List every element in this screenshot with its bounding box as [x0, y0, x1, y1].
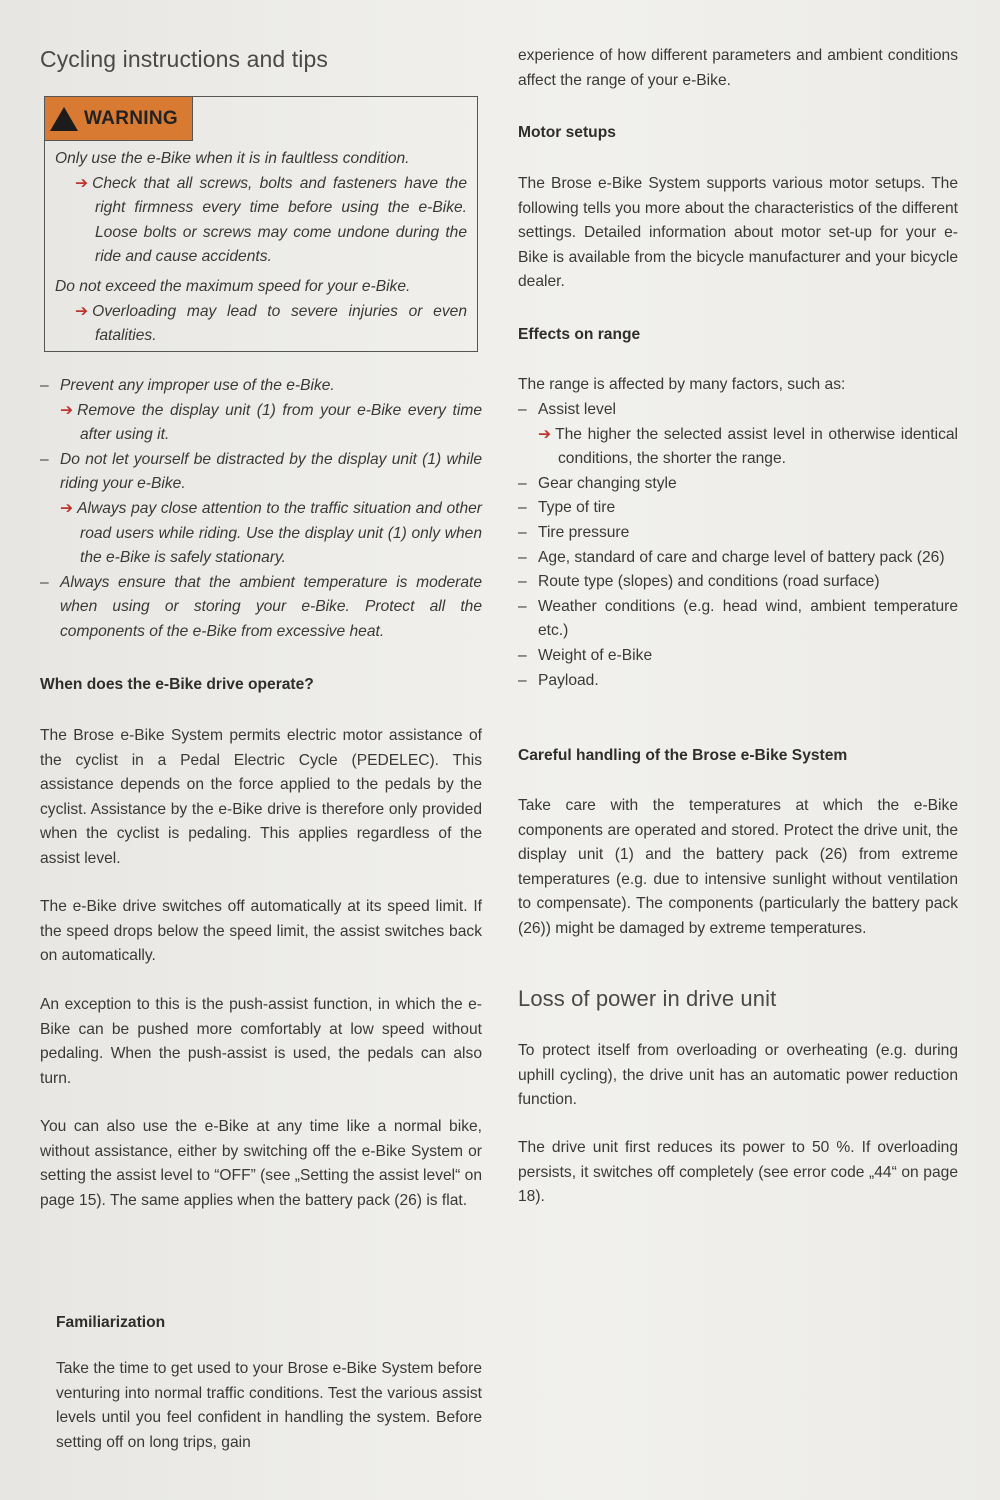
range-factor: – Weather conditions (e.g. head wind, ambient temperature etc.)	[518, 595, 958, 644]
warning-line-1: Only use the e-Bike when it is in faultless condition.	[55, 150, 410, 167]
range-factor: – Tire pressure	[518, 521, 958, 546]
range-factor: – Assist level ➔ The higher the selected assist level in otherwise identical conditions, the shorter the range.	[518, 398, 958, 472]
drive-paragraph-4: You can also use the e-Bike at any time like a normal bike, without assistance, either by switching off the e-Bike System or setting the assist level to “OFF” (see „Setting the assist level“ on page 15). The same applies when the battery pack (26) is flat.	[40, 1118, 483, 1209]
range-heading: Effects on range	[518, 326, 641, 343]
range-factor-detail: ➔ The higher the selected assist level in otherwise identical conditions, the shorter the range.	[538, 425, 958, 468]
tips-list	[40, 374, 482, 645]
tip-detail: ➔ Always pay close attention to the traffic situation and other road users while riding. Use the display unit (1) only when the e-Bike is safely stationary.	[60, 499, 482, 567]
range-factor: – Weight of e-Bike	[518, 644, 958, 669]
range-intro: The range is affected by many factors, such as:	[518, 376, 846, 393]
loss-paragraph-1: To protect itself from overloading or overheating (e.g. during uphill cycling), the drive unit has an automatic power reduction function.	[518, 1042, 958, 1109]
warning-box	[44, 96, 478, 352]
range-factor: – Age, standard of care and charge level of battery pack (26)	[518, 546, 958, 571]
familiarization-paragraph: Take the time to get used to your Brose e-Bike System before venturing into normal traffic conditions. Test the various assist levels until you feel confident in handling the system. Before setting off on long trips, gain	[56, 1360, 482, 1451]
warning-line-2: Do not exceed the maximum speed for your e-Bike.	[55, 277, 411, 295]
warning-tag-text: WARNING	[84, 107, 178, 129]
range-factor: – Route type (slopes) and conditions (road surface)	[518, 570, 958, 595]
drive-heading: When does the e-Bike drive operate?	[40, 676, 314, 693]
range-factors-list	[518, 398, 958, 693]
range-factor: – Payload.	[518, 669, 958, 694]
arrow-icon: ➔	[60, 499, 74, 517]
warning-line-1-detail: ➔ Check that all screws, bolts and fasteners have the right firmness every time before using the e-Bike. Loose bolts or screws may come undone during the ride and cause accidents.	[75, 174, 467, 266]
motor-heading: Motor setups	[518, 124, 616, 141]
warning-line-2-detail: ➔ Overloading may lead to severe injuries or even fatalities.	[75, 302, 467, 345]
warning-triangle-icon	[49, 106, 79, 132]
warning-label	[45, 97, 193, 141]
tip-item: – Always ensure that the ambient temperature is moderate when using or storing your e-Bike. Protect all the components of the e-Bike from excessive heat.	[40, 571, 482, 645]
range-factor: – Type of tire	[518, 496, 958, 521]
warning-text	[55, 147, 467, 349]
drive-paragraph-3: An exception to this is the push-assist function, in which the e-Bike can be pushed more comfortably at low speed without pedaling. When the push-assist is used, the pedals can also turn.	[40, 996, 482, 1087]
tip-item: – Prevent any improper use of the e-Bike. ➔ Remove the display unit (1) from your e-Bike every time after using it.	[40, 374, 482, 448]
range-factor: – Gear changing style	[518, 472, 958, 497]
arrow-icon: ➔	[60, 401, 74, 419]
arrow-icon: ➔	[538, 425, 552, 443]
tip-item: – Do not let yourself be distracted by the display unit (1) while riding your e-Bike. ➔ Always pay close attention to the traffic situation and other road users while riding. Use the display unit (1) only when the e-Bike is safely stationary.	[40, 448, 482, 571]
drive-paragraph-1: The Brose e-Bike System permits electric motor assistance of the cyclist in a Pedal Electric Cycle (PEDELEC). This assistance depends on the force applied to the pedals by the cyclist. Assistance by the e-Bike drive is therefore only provided when the cyclist is pedaling. This applies regardless of the assist level.	[40, 727, 482, 867]
motor-paragraph: The Brose e-Bike System supports various motor setups. The following tells you more about the characteristics of the different settings. Detailed information about motor set-up for your e-Bike is available from the bicycle manufacturer and your bicycle dealer.	[518, 175, 958, 291]
familiarization-heading: Familiarization	[56, 1314, 166, 1331]
page-title: Cycling instructions and tips	[40, 46, 328, 72]
continued-paragraph: experience of how different parameters and ambient conditions affect the range of your e-Bike.	[518, 47, 958, 89]
drive-paragraph-2: The e-Bike drive switches off automatically at its speed limit. If the speed drops below the speed limit, the assist switches back on automatically.	[40, 898, 482, 965]
tip-detail: ➔ Remove the display unit (1) from your e-Bike every time after using it.	[60, 401, 482, 444]
loss-title: Loss of power in drive unit	[518, 986, 777, 1011]
care-heading: Careful handling of the Brose e-Bike System	[518, 747, 848, 764]
arrow-icon: ➔	[75, 302, 89, 320]
arrow-icon: ➔	[75, 174, 89, 192]
care-paragraph: Take care with the temperatures at which the e-Bike components are operated and stored. Protect the drive unit, the display unit (1) and the battery pack (26) from extreme temperatures (e.g. due to intensive sunlight without ventilation to compensate). The components (particularly the battery pack (26)) might be damaged by extreme temperatures.	[518, 797, 958, 937]
loss-paragraph-2: The drive unit first reduces its power to 50 %. If overloading persists, it switches off completely (see error code „44“ on page 18).	[518, 1139, 958, 1206]
